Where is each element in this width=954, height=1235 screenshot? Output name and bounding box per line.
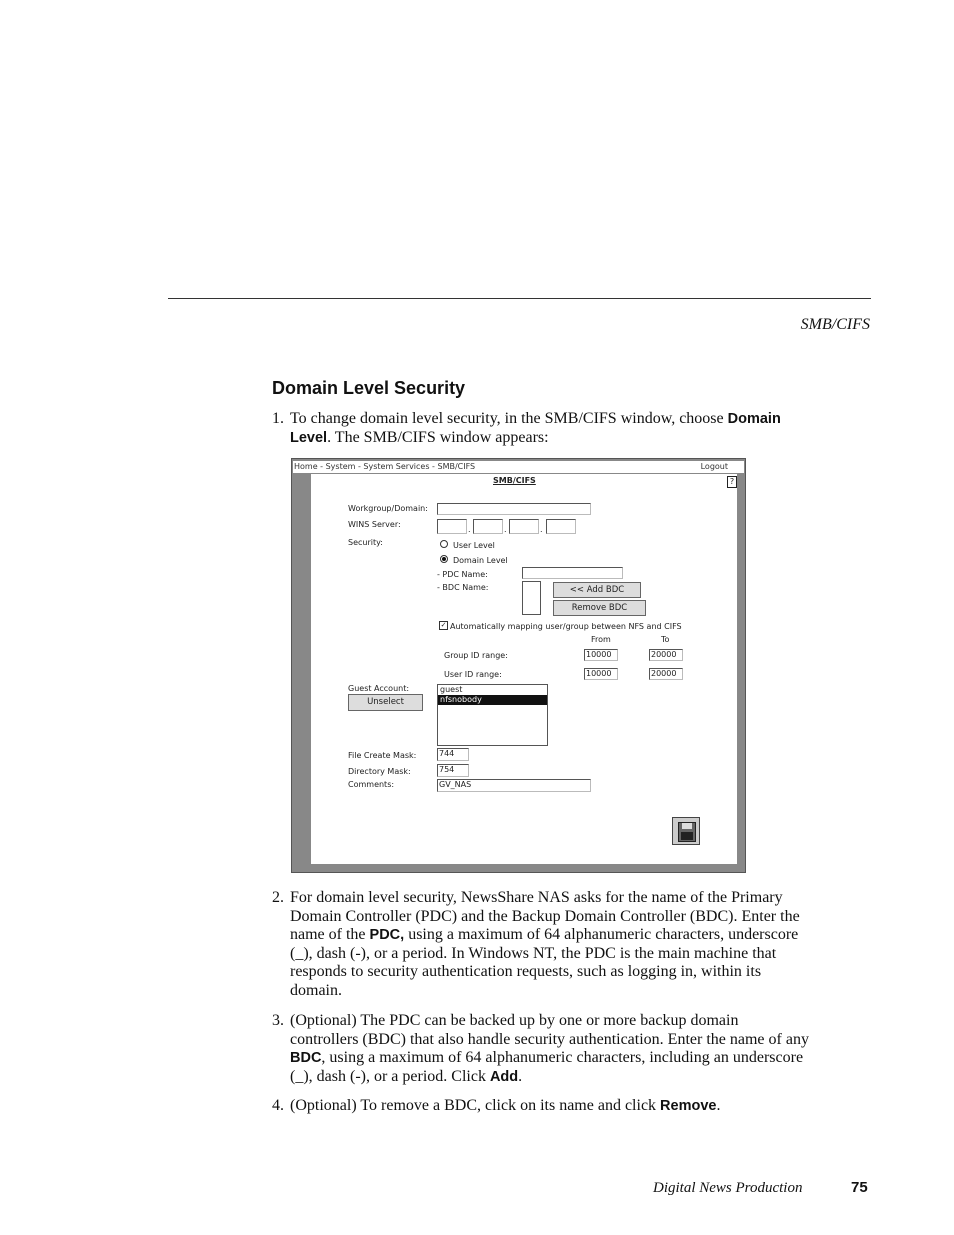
from-label: From xyxy=(591,635,611,644)
panel-title: SMB/CIFS xyxy=(493,476,536,485)
step-text: (Optional) To remove a BDC, click on its name and click Remove. xyxy=(290,1097,721,1114)
step-text: (Optional) The PDC can be backed up by one or more backup domain controllers (BDC) that also handle security authentication. Enter the name of any BDC, using a maximum of 64 alphanumeric characters, including an underscore (_), dash (-), or a period. Click Add. xyxy=(290,1012,809,1085)
logout-link[interactable]: Logout xyxy=(700,462,728,471)
step-2 xyxy=(272,889,810,1001)
guest-account-list[interactable] xyxy=(437,684,548,746)
floppy-disk-icon xyxy=(678,822,696,842)
bdc-label: - BDC Name: xyxy=(437,583,489,592)
list-item[interactable]: nfsnobody xyxy=(438,695,547,705)
bdc-list[interactable] xyxy=(522,581,541,615)
file-mask-label: File Create Mask: xyxy=(348,751,417,760)
wins-separator: . xyxy=(468,525,471,534)
step-number: 3. xyxy=(272,1012,284,1029)
group-id-to[interactable]: 20000 xyxy=(649,649,683,661)
header-rule xyxy=(168,298,871,299)
smb-cifs-panel xyxy=(311,474,737,864)
dir-mask-input[interactable]: 754 xyxy=(437,764,469,777)
workgroup-label: Workgroup/Domain: xyxy=(348,504,428,513)
file-mask-input[interactable]: 744 xyxy=(437,748,469,761)
wins-octet-3[interactable] xyxy=(509,519,539,534)
smb-cifs-window-screenshot xyxy=(291,458,746,873)
save-button[interactable] xyxy=(672,817,700,845)
page-number: 75 xyxy=(851,1179,868,1196)
unselect-button[interactable]: Unselect xyxy=(348,694,423,711)
user-id-label: User ID range: xyxy=(444,670,502,679)
group-id-label: Group ID range: xyxy=(444,651,508,660)
group-id-from[interactable]: 10000 xyxy=(584,649,618,661)
step-number: 2. xyxy=(272,889,284,906)
wins-octet-4[interactable] xyxy=(546,519,576,534)
comments-input[interactable]: GV_NAS xyxy=(437,779,591,792)
step-number: 4. xyxy=(272,1097,284,1114)
domain-level-radio[interactable] xyxy=(440,555,448,563)
user-level-radio[interactable] xyxy=(440,540,448,548)
wins-octet-2[interactable] xyxy=(473,519,503,534)
dir-mask-label: Directory Mask: xyxy=(348,767,411,776)
wins-separator: . xyxy=(540,525,543,534)
pdc-input[interactable] xyxy=(522,567,623,579)
user-id-from[interactable]: 10000 xyxy=(584,668,618,680)
wins-separator: . xyxy=(504,525,507,534)
user-level-label: User Level xyxy=(453,541,495,550)
to-label: To xyxy=(661,635,670,644)
wins-octet-1[interactable] xyxy=(437,519,467,534)
security-label: Security: xyxy=(348,538,383,547)
guest-account-label: Guest Account: xyxy=(348,684,410,693)
comments-label: Comments: xyxy=(348,780,395,789)
step-text: For domain level security, NewsShare NAS asks for the name of the Primary Domain Controller (PDC) and the Backup Domain Controller (BDC). Enter the name of the PDC, using a maximum of 64 alphanumeric characters, underscore (_), dash (-), or a period. In Windows NT, the PDC is the main machine that responds to security authentication requests, such as logging in, within its domain. xyxy=(290,889,800,999)
wins-label: WINS Server: xyxy=(348,520,401,529)
help-icon[interactable]: ? xyxy=(727,476,737,488)
auto-map-label: Automatically mapping user/group between NFS and CIFS xyxy=(450,622,682,631)
step-4 xyxy=(272,1097,810,1116)
pdc-label: - PDC Name: xyxy=(437,570,488,579)
auto-map-checkbox[interactable]: ✓ xyxy=(440,621,447,629)
add-bdc-button[interactable]: << Add BDC xyxy=(553,582,641,598)
remove-bdc-button[interactable]: Remove BDC xyxy=(553,600,646,616)
list-item[interactable]: guest xyxy=(440,685,463,694)
step-text: To change domain level security, in the SMB/CIFS window, choose Domain Level. The SMB/CIFS window appears: xyxy=(290,410,781,446)
step-3 xyxy=(272,1012,810,1086)
running-head: SMB/CIFS xyxy=(800,316,870,333)
step-1 xyxy=(272,410,810,447)
domain-level-label: Domain Level xyxy=(453,556,508,565)
footer-title: Digital News Production xyxy=(653,1180,803,1196)
breadcrumb[interactable]: Home - System - System Services - SMB/CIFS xyxy=(294,462,476,471)
user-id-to[interactable]: 20000 xyxy=(649,668,683,680)
workgroup-input[interactable] xyxy=(437,503,591,515)
section-title: Domain Level Security xyxy=(272,378,466,398)
step-number: 1. xyxy=(272,410,284,427)
breadcrumb-bar xyxy=(293,461,744,473)
